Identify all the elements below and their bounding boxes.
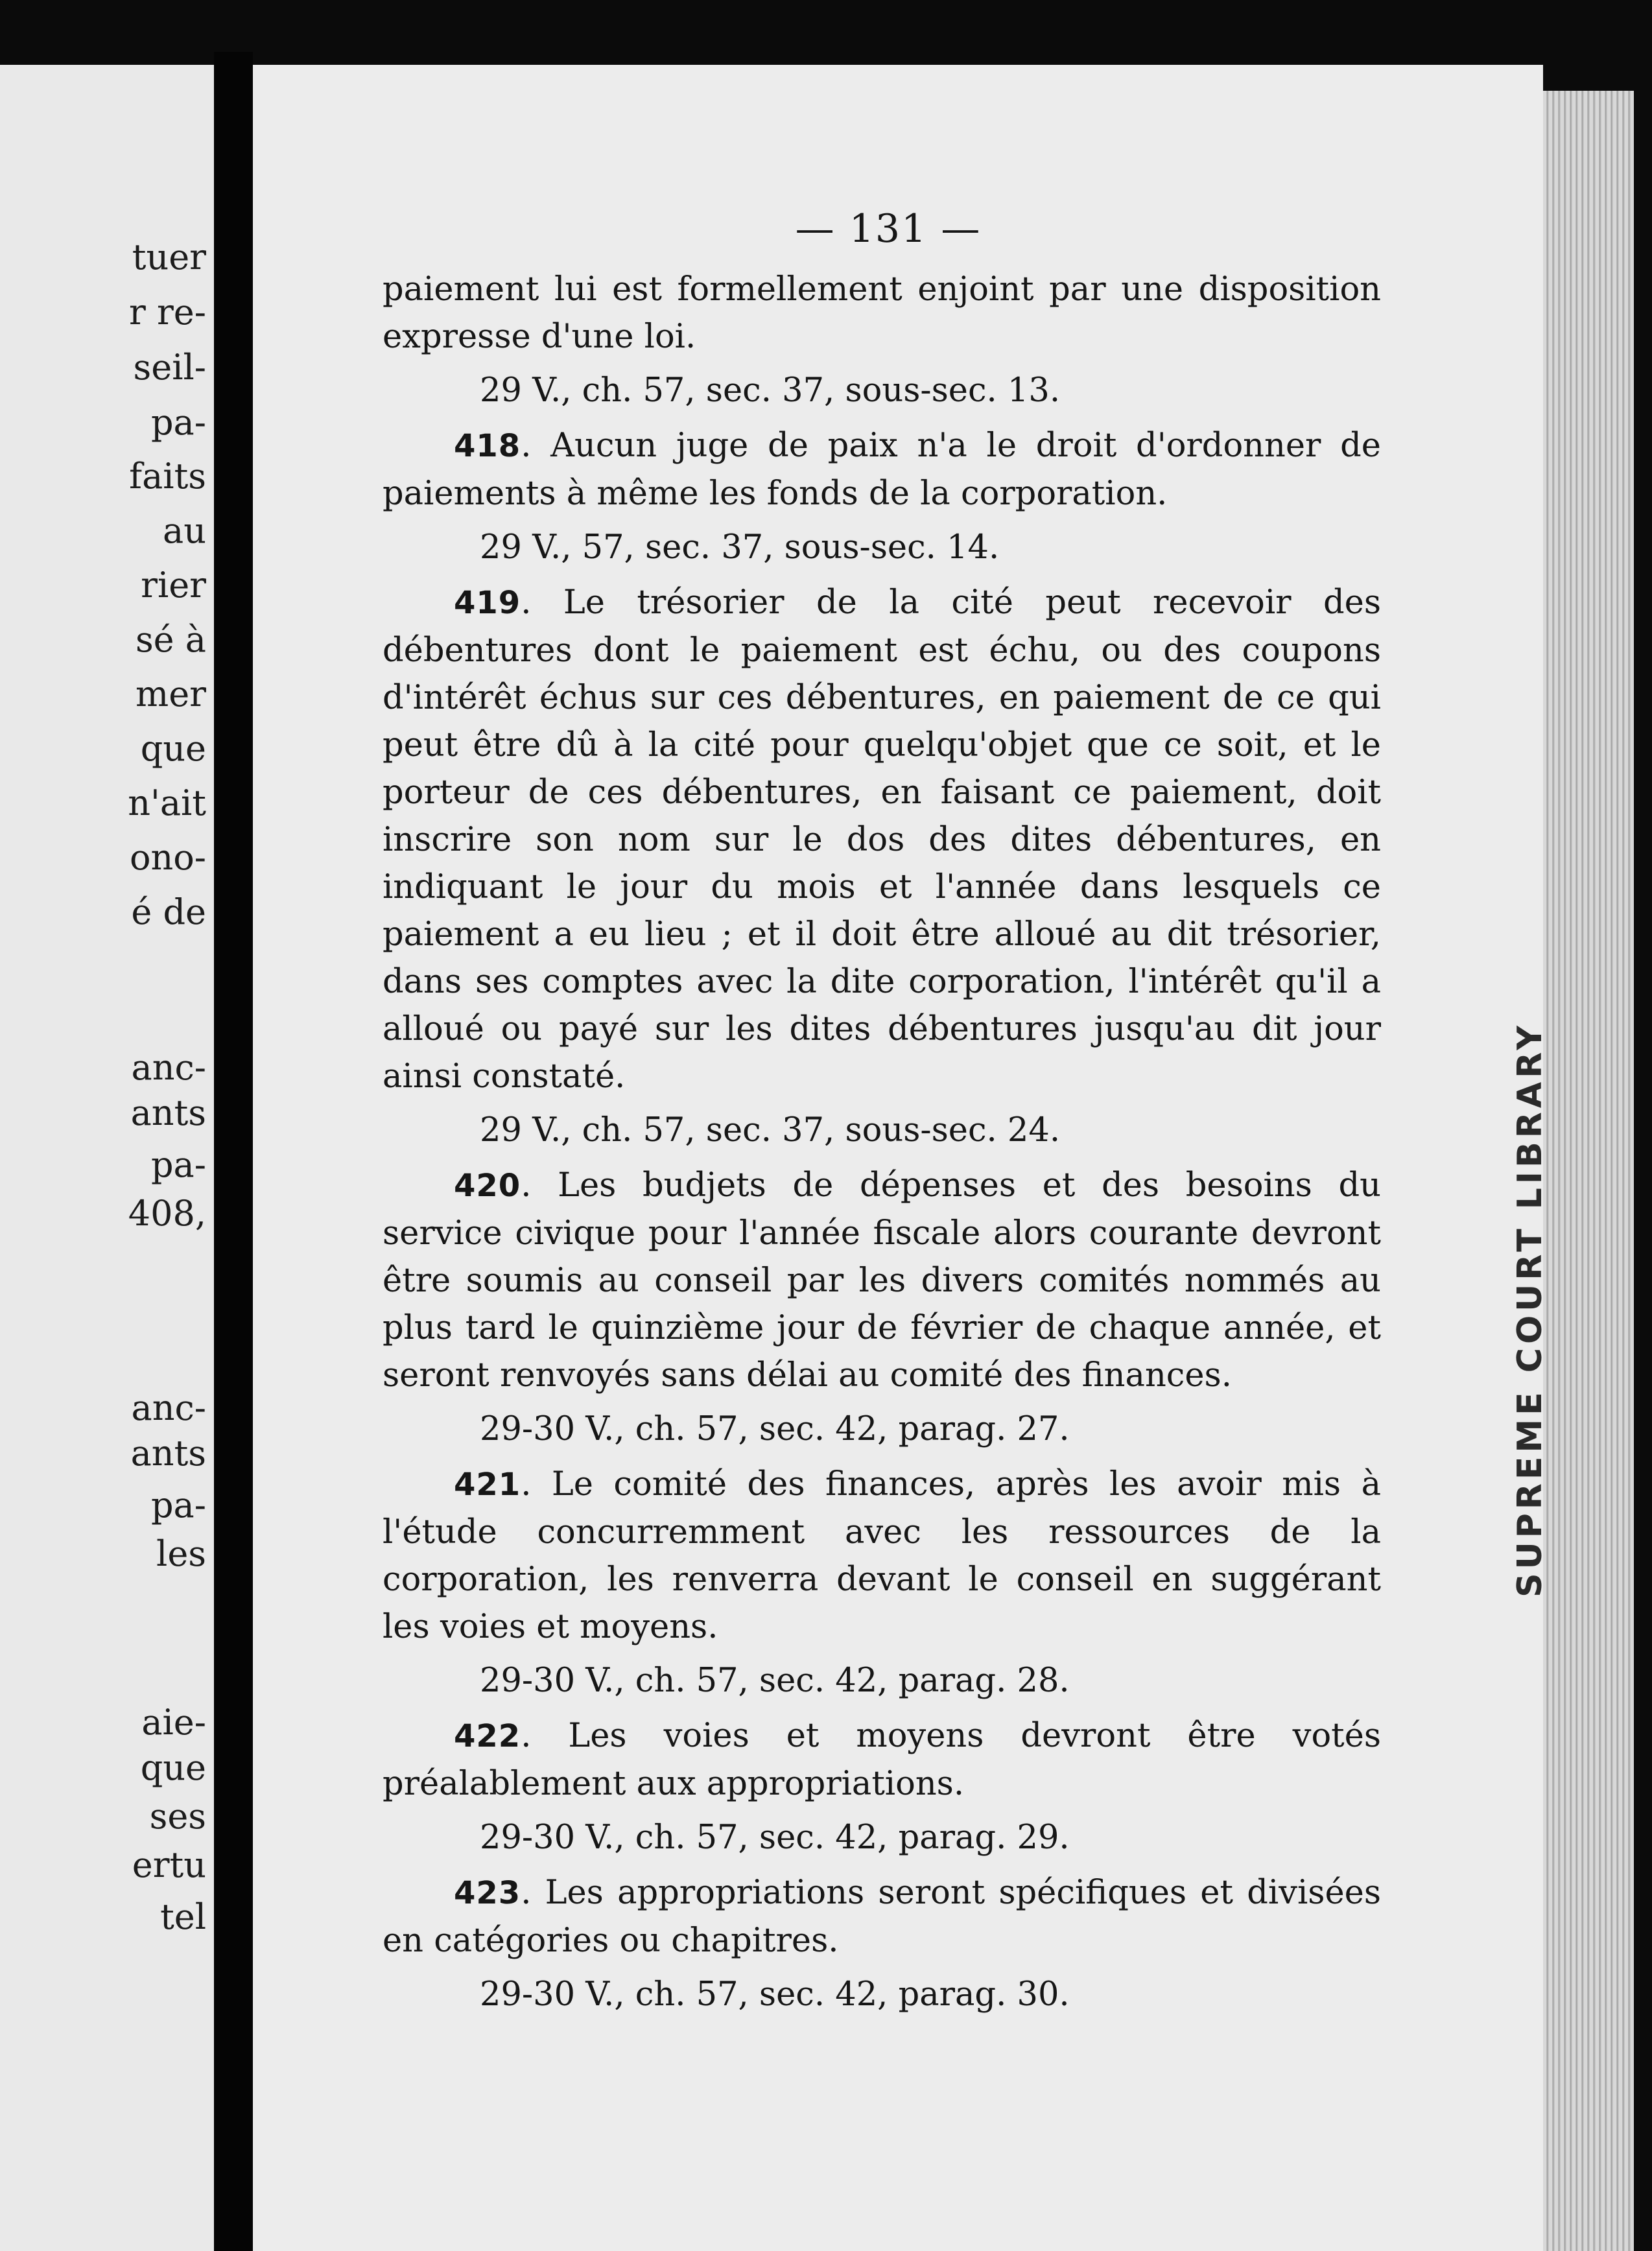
article-number: 423	[454, 1875, 521, 1911]
article-text: . Les voies et moyens devront être votés préalablement aux appropriations.	[383, 1717, 1381, 1803]
left-page-line: seil-	[133, 347, 206, 388]
paragraph-text: paiement lui est formellement enjoint par une disposition expresse d'une loi.	[383, 270, 1381, 356]
article	[383, 1162, 1381, 1399]
article-number: 422	[454, 1718, 521, 1754]
article	[383, 579, 1381, 1100]
left-page-line: pa-	[150, 1144, 206, 1185]
library-stamp	[1504, 940, 1556, 1679]
previous-page-fragment	[0, 65, 214, 2251]
article	[383, 1869, 1381, 1964]
book-gutter	[214, 52, 253, 2251]
library-stamp-text: SUPREME COURT LIBRARY	[1511, 1022, 1550, 1597]
left-page-line: sé à	[135, 619, 206, 660]
left-page-line: 408,	[128, 1193, 206, 1234]
article-number: 419	[454, 585, 521, 621]
article-text: . Les budjets de dépenses et des besoins du service civique pour l'année fiscale alors courante devront être soumis au conseil par les divers comités nommés au plus tard le quinzième jour de février de chaque année, et seront renvoyés sans délai au comité des finances.	[383, 1166, 1381, 1395]
article-text: . Le comité des finances, après les avoir mis à l'étude concurremment avec les ressources de la corporation, les renverra devant le conseil en suggérant les voies et moyens.	[383, 1465, 1381, 1646]
article	[383, 1712, 1381, 1808]
page-edges	[1543, 91, 1634, 2251]
statute-reference: 29-30 V., ch. 57, sec. 42, parag. 30.	[480, 1975, 1070, 2014]
article-text: . Les appropriations seront spécifiques et divisées en catégories ou chapitres.	[383, 1874, 1381, 1960]
left-page-line: tuer	[132, 237, 206, 277]
statute-reference: 29-30 V., ch. 57, sec. 42, parag. 27.	[480, 1410, 1070, 1448]
statute-reference: 29-30 V., ch. 57, sec. 42, parag. 29.	[480, 1819, 1070, 1857]
left-page-line: rier	[141, 565, 206, 606]
left-page-line: ants	[130, 1092, 206, 1133]
left-page-line: faits	[129, 456, 206, 497]
left-page-line: anc-	[131, 1387, 206, 1428]
statute-reference: 29-30 V., ch. 57, sec. 42, parag. 28.	[480, 1662, 1070, 1700]
left-page-line: é de	[131, 891, 206, 932]
page-number: — 131 —	[795, 206, 982, 252]
article-number: 418	[454, 428, 521, 464]
statute-reference: 29 V., ch. 57, sec. 37, sous-sec. 24.	[480, 1111, 1061, 1149]
article-number: 420	[454, 1168, 521, 1204]
left-page-line: ses	[149, 1796, 206, 1837]
article-text: . Aucun juge de paix n'a le droit d'ordonner de paiements à même les fonds de la corporation.	[383, 427, 1381, 513]
left-page-line: pa-	[150, 1485, 206, 1526]
left-page-line: r re-	[129, 292, 206, 333]
left-page-line: ants	[130, 1433, 206, 1474]
left-page-line: que	[140, 728, 206, 769]
left-page-line: ono-	[129, 837, 206, 878]
left-page-line: les	[156, 1533, 206, 1574]
statute-reference: 29 V., 57, sec. 37, sous-sec. 14.	[480, 528, 1000, 567]
left-page-line: mer	[136, 674, 206, 714]
left-page-line: que	[140, 1747, 206, 1788]
article	[383, 1461, 1381, 1651]
page-text	[383, 266, 1381, 2026]
left-page-line: anc-	[131, 1047, 206, 1088]
article	[383, 422, 1381, 517]
statute-reference: 29 V., ch. 57, sec. 37, sous-sec. 13.	[480, 371, 1061, 410]
left-page-line: au	[163, 510, 206, 551]
left-page-line: ertu	[132, 1844, 206, 1885]
article-number: 421	[454, 1467, 521, 1503]
left-page-line: aie-	[141, 1702, 206, 1743]
left-page-line: n'ait	[128, 783, 206, 823]
left-page-line: pa-	[150, 402, 206, 443]
article-text: . Le trésorier de la cité peut recevoir des débentures dont le paiement est échu, ou des coupons d'intérêt échus sur ces débentures, en paiement de ce qui peut être dû à la cité pour quelqu'objet que ce soit, et le porteur de ces débentures, en faisant ce paiement, doit inscrire son nom sur le dos des dites débentures, en indiquant le jour du mois et l'année dans lesquels ce paiement a eu lieu ; et il doit être alloué au dit trésorier, dans ses comptes avec la dite corporation, l'intérêt qu'il a alloué ou payé sur les dites débentures jusqu'au dit jour ainsi constaté.	[383, 583, 1381, 1096]
left-page-line: tel	[160, 1896, 206, 1937]
paragraph	[383, 266, 1381, 360]
